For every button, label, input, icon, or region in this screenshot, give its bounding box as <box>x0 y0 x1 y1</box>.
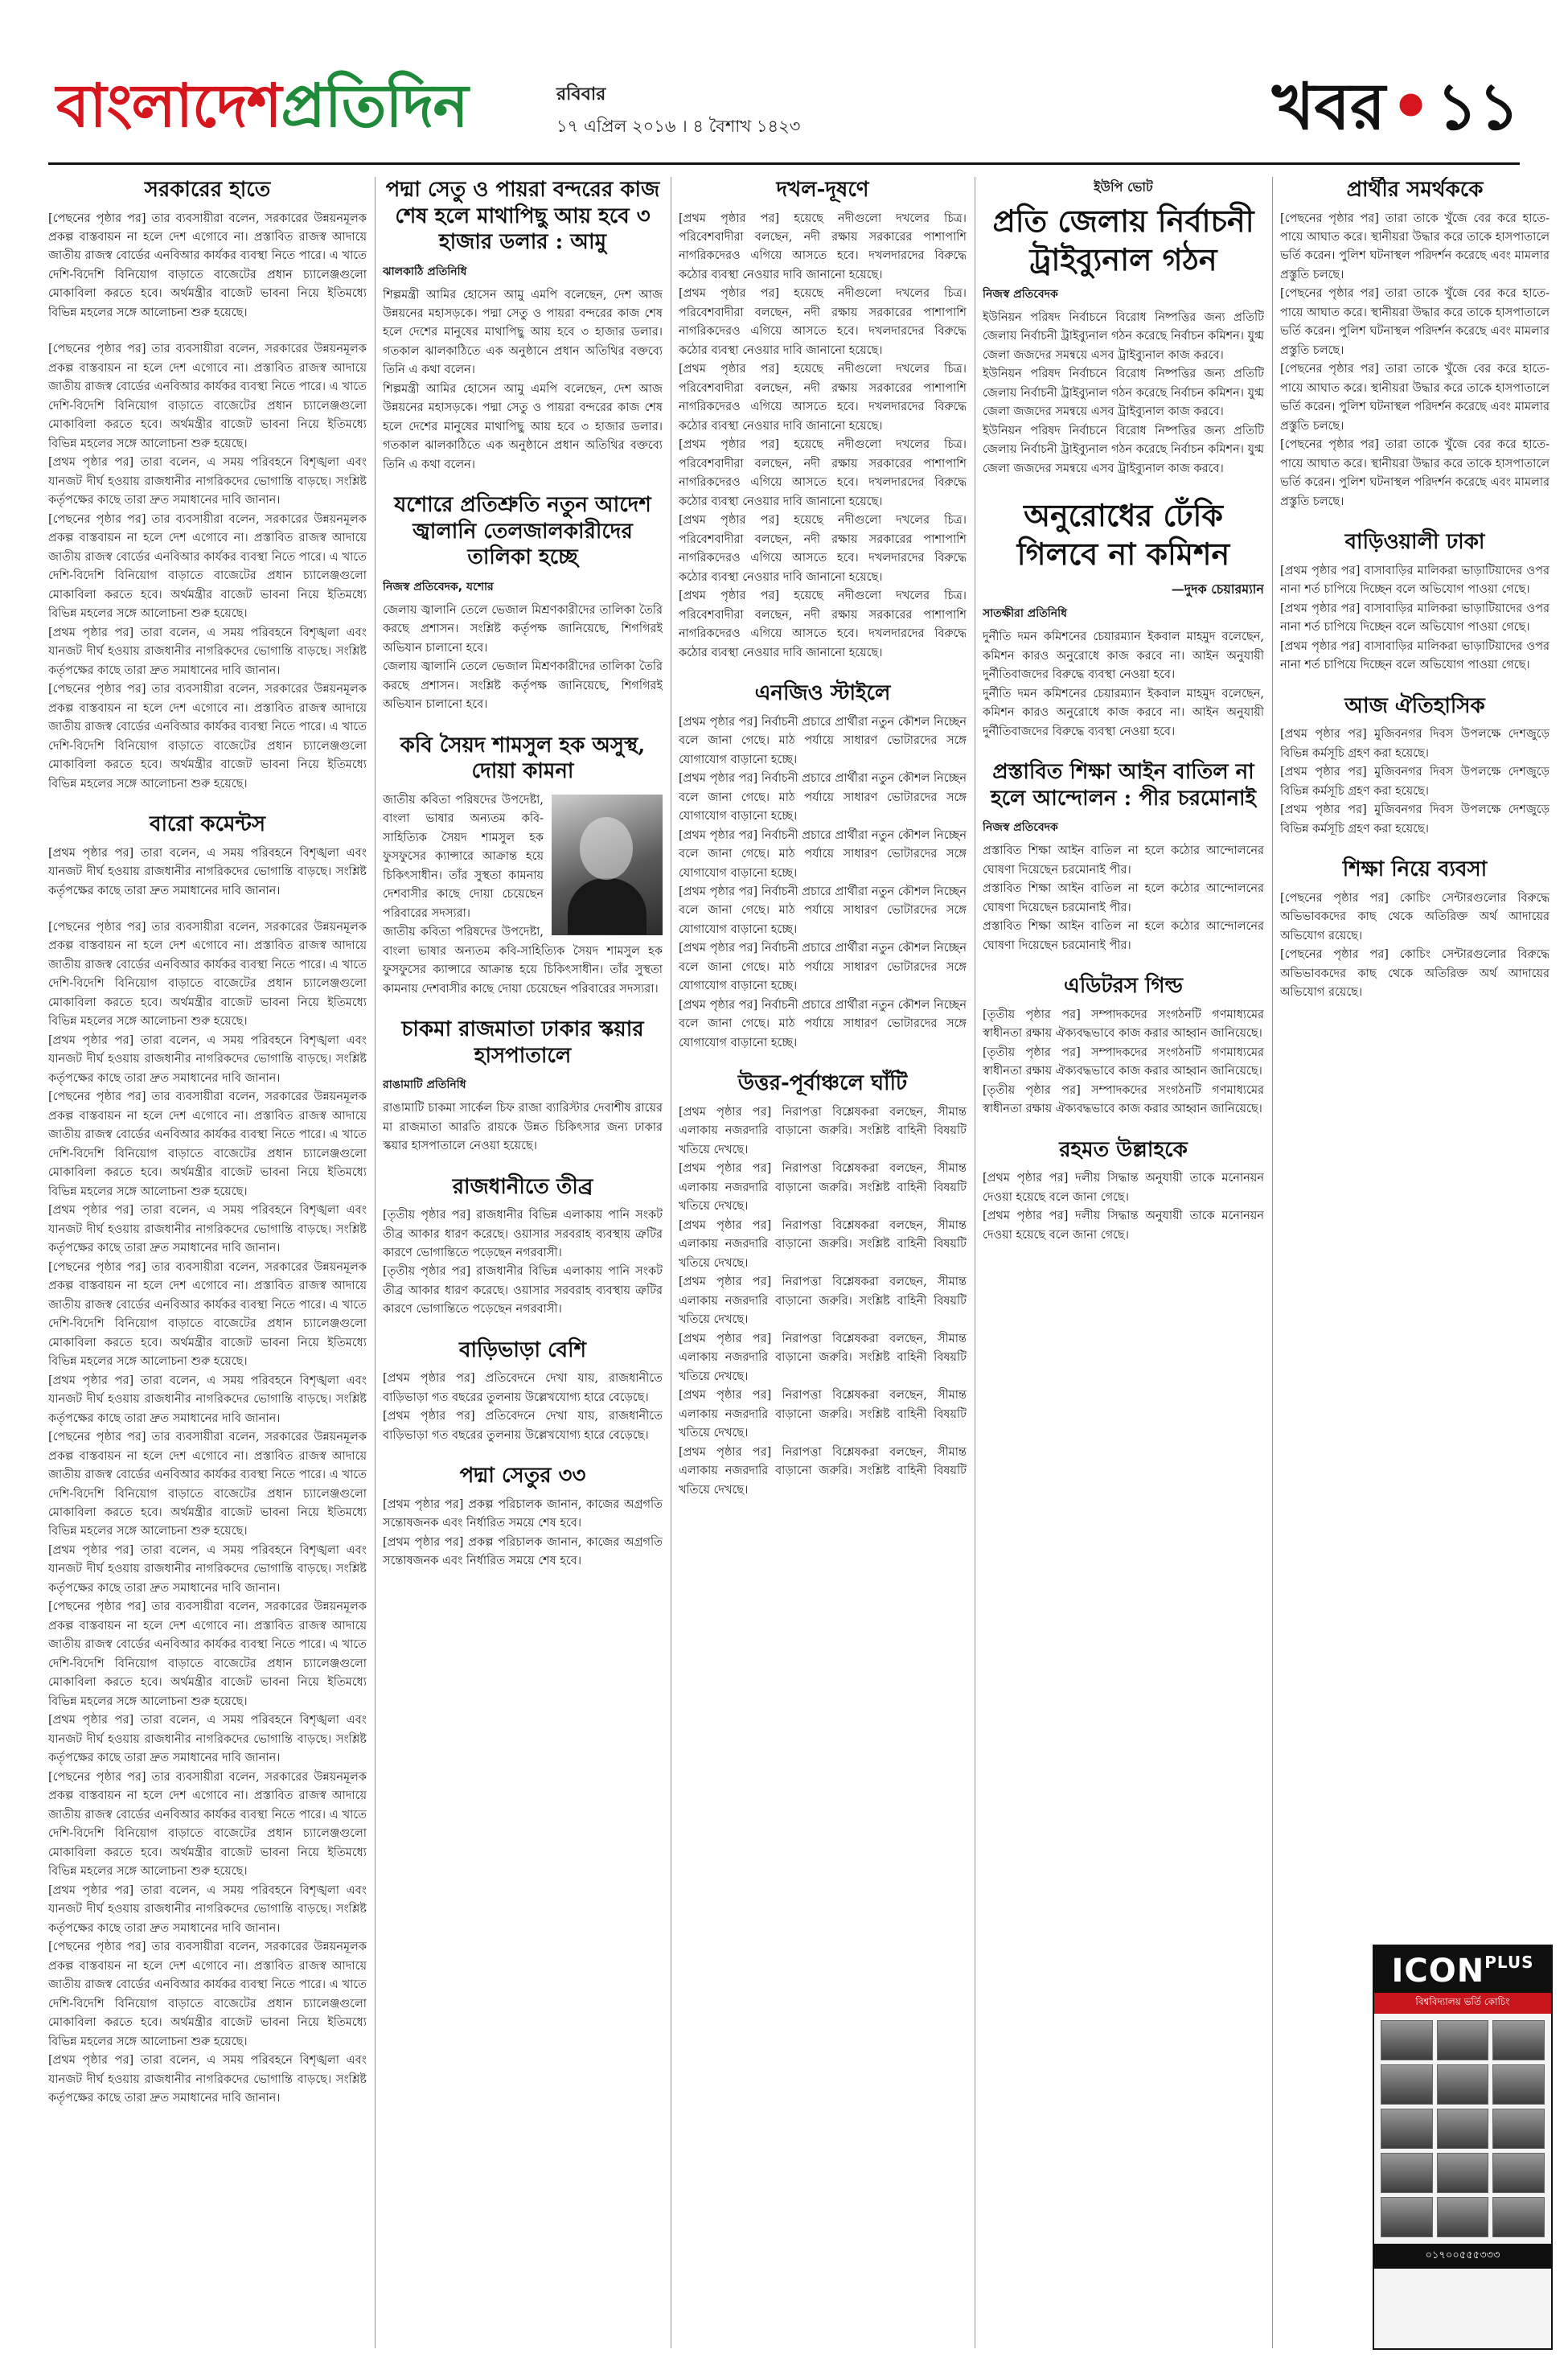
news-article[interactable] <box>679 680 967 1053</box>
article-body: [প্রথম পৃষ্ঠার পর] তারা বলেন, এ সময় পরিবহনে বিশৃঙ্খলা এবং যানজট দীর্ঘ হওয়ায় রাজধানীর নাগরিকদের ভোগান্তি বাড়ছে। সংশ্লিষ্ট কর্তৃপক্ষের কাছে তারা দ্রুত সমাধানের দাবি জানান। <box>48 846 367 897</box>
article-body: [প্রথম পৃষ্ঠার পর] তারা বলেন, এ সময় পরিবহনে বিশৃঙ্খলা এবং যানজট দীর্ঘ হওয়ায় রাজধানীর নাগরিকদের ভোগান্তি বাড়ছে। সংশ্লিষ্ট কর্তৃপক্ষের কাছে তারা দ্রুত সমাধানের দাবি জানান। <box>48 1204 367 1255</box>
article-byline: নিজস্ব প্রতিবেদক, যশোর <box>383 580 494 594</box>
article-body: দুর্নীতি দমন কমিশনের চেয়ারম্যান ইকবাল মাহমুদ বলেছেন, কমিশন কারও অনুরোধে কাজ করবে না। আইন অনুযায়ী দুর্নীতিবাজদের বিরুদ্ধে ব্যবস্থা নেওয়া হবে। <box>983 687 1264 738</box>
article-headline[interactable]: বাড়িভাড়া বেশি <box>459 1337 586 1362</box>
article-byline: সাতক্ষীরা প্রতিনিধি <box>983 607 1067 621</box>
article-body: দুর্নীতি দমন কমিশনের চেয়ারম্যান ইকবাল মাহমুদ বলেছেন, কমিশন কারও অনুরোধে কাজ করবে না। আইন অনুযায়ী দুর্নীতিবাজদের বিরুদ্ধে ব্যবস্থা নেওয়া হবে। <box>983 630 1264 682</box>
student-photo <box>1437 2020 1489 2060</box>
article-body: [প্রথম পৃষ্ঠার পর] নির্বাচনী প্রচারে প্রার্থীরা নতুন কৌশল নিচ্ছেন বলে জানা গেছে। মাঠ পর্যায়ে সাধারণ ভোটারদের সঙ্গে যোগাযোগ বাড়ানো হচ্ছে। <box>679 828 967 880</box>
article-body: [প্রথম পৃষ্ঠার পর] দলীয় সিদ্ধান্ত অনুযায়ী তাকে মনোনয়ন দেওয়া হয়েছে বলে জানা গেছে। <box>983 1172 1264 1204</box>
article-body: প্রস্তাবিত শিক্ষা আইন বাতিল না হলে কঠোর আন্দোলনের ঘোষণা দিয়েছেন চরমোনাই পীর। <box>983 882 1264 914</box>
ad-brand-name: ICON <box>1391 1953 1485 1990</box>
student-photo <box>1437 2197 1489 2237</box>
article-body: [প্রথম পৃষ্ঠার পর] নিরাপত্তা বিশ্লেষকরা বলছেন, সীমান্ত এলাকায় নজরদারি বাড়ানো জরুরি। সংশ্লিষ্ট বাহিনী বিষয়টি খতিয়ে দেখছে। <box>679 1105 967 1156</box>
article-headline[interactable]: রাজধানীতে তীব্র <box>452 1174 593 1199</box>
news-article[interactable] <box>1280 177 1550 511</box>
article-body: [প্রথম পৃষ্ঠার পর] নিরাপত্তা বিশ্লেষকরা বলছেন, সীমান্ত এলাকায় নজরদারি বাড়ানো জরুরি। সংশ্লিষ্ট বাহিনী বিষয়টি খতিয়ে দেখছে। <box>679 1162 967 1214</box>
article-headline[interactable]: এনজিও স্টাইলে <box>754 681 891 706</box>
article-headline[interactable]: যশোরে প্রতিশ্রুতি নতুন আদেশ জ্বালানি তেলজালকারীদের তালিকা হচ্ছে <box>394 493 651 570</box>
article-body: [তৃতীয় পৃষ্ঠার পর] রাজধানীর বিভিন্ন এলাকায় পানি সংকট তীব্র আকার ধারণ করেছে। ওয়াসার সরবরাহ ব্যবস্থায় ত্রুটির কারণে ভোগান্তিতে পড়েছেন নগরবাসী। <box>383 1265 663 1316</box>
article-body: [পেছনের পৃষ্ঠার পর] তারা তাকে খুঁজে বের করে হাতে-পায়ে আঘাত করে। স্থানীয়রা উদ্ধার করে তাকে হাসপাতালে ভর্তি করেন। পুলিশ ঘটনাস্থল পরিদর্শন করেছে এবং মামলার প্রস্তুতি চলছে। <box>1280 212 1550 281</box>
article-body: শিল্পমন্ত্রী আমির হোসেন আমু এমপি বলেছেন, দেশ আজ উন্নয়নের মহাসড়কে। পদ্মা সেতু ও পায়রা বন্দরের কাজ শেষ হলে দেশের মানুষের মাথাপিছু আয় হবে ৩ হাজার ডলার। গতকাল ঝালকাঠিতে এক অনুষ্ঠানে প্রধান অতিথির বক্তব্যে তিনি এ কথা বলেন। <box>383 382 663 471</box>
article-body: [প্রথম পৃষ্ঠার পর] প্রতিবেদনে দেখা যায়, রাজধানীতে বাড়িভাড়া গত বছরের তুলনায় উল্লেখযোগ্য হারে বেড়েছে। <box>383 1372 663 1404</box>
news-article[interactable] <box>1280 693 1550 839</box>
news-article[interactable] <box>383 1337 663 1445</box>
article-byline: নিজস্ব প্রতিবেদক <box>983 821 1058 835</box>
column-divider <box>1272 177 1273 2348</box>
ad-phone-number: ০১৭০০৫৫৫৩৩৩ <box>1374 2244 1551 2269</box>
article-body: [পেছনের পৃষ্ঠার পর] কোচিং সেন্টারগুলোর বিরুদ্ধে অভিভাবকদের কাছ থেকে অতিরিক্ত অর্থ আদায়ের অভিযোগ রয়েছে। <box>1280 948 1550 999</box>
logo-part2: প্রতিদিন <box>281 72 468 141</box>
news-article[interactable] <box>983 759 1264 955</box>
article-body: [তৃতীয় পৃষ্ঠার পর] সম্পাদকদের সংগঠনটি গণমাধ্যমের স্বাধীনতা রক্ষায় ঐক্যবদ্ধভাবে কাজ করার আহ্বান জানিয়েছে। <box>983 1008 1264 1041</box>
article-body: [প্রথম পৃষ্ঠার পর] হয়েছে নদীগুলো দখলের চিত্র। পরিবেশবাদীরা বলছেন, নদী রক্ষায় সরকারের পাশাপাশি নাগরিকদেরও এগিয়ে আসতে হবে। দখলদারদের বিরুদ্ধে কঠোর ব্যবস্থা নেওয়ার দাবি জানানো হয়েছে। <box>679 438 967 508</box>
article-headline[interactable]: শিক্ষা নিয়ে ব্যবসা <box>1342 857 1488 882</box>
weekday: রবিবার <box>556 84 606 105</box>
article-body: [প্রথম পৃষ্ঠার পর] নির্বাচনী প্রচারে প্রার্থীরা নতুন কৌশল নিচ্ছেন বলে জানা গেছে। মাঠ পর্যায়ে সাধারণ ভোটারদের সঙ্গে যোগাযোগ বাড়ানো হচ্ছে। <box>679 715 967 766</box>
article-body: [প্রথম পৃষ্ঠার পর] তারা বলেন, এ সময় পরিবহনে বিশৃঙ্খলা এবং যানজট দীর্ঘ হওয়ায় রাজধানীর নাগরিকদের ভোগান্তি বাড়ছে। সংশ্লিষ্ট কর্তৃপক্ষের কাছে তারা দ্রুত সমাধানের দাবি জানান। <box>48 1543 367 1595</box>
article-headline[interactable]: সরকারের হাতে <box>144 178 271 202</box>
article-body: [প্রথম পৃষ্ঠার পর] হয়েছে নদীগুলো দখলের চিত্র। পরিবেশবাদীরা বলছেন, নদী রক্ষায় সরকারের পাশাপাশি নাগরিকদেরও এগিয়ে আসতে হবে। দখলদারদের বিরুদ্ধে কঠোর ব্যবস্থা নেওয়ার দাবি জানানো হয়েছে। <box>679 287 967 357</box>
article-body: [প্রথম পৃষ্ঠার পর] তারা বলেন, এ সময় পরিবহনে বিশৃঙ্খলা এবং যানজট দীর্ঘ হওয়ায় রাজধানীর নাগরিকদের ভোগান্তি বাড়ছে। সংশ্লিষ্ট কর্তৃপক্ষের কাছে তারা দ্রুত সমাধানের দাবি জানান। <box>48 2054 367 2105</box>
student-photo <box>1492 2109 1545 2149</box>
article-body: [প্রথম পৃষ্ঠার পর] নির্বাচনী প্রচারে প্রার্থীরা নতুন কৌশল নিচ্ছেন বলে জানা গেছে। মাঠ পর্যায়ে সাধারণ ভোটারদের সঙ্গে যোগাযোগ বাড়ানো হচ্ছে। <box>679 942 967 993</box>
news-article[interactable] <box>983 973 1264 1119</box>
article-continuation <box>48 340 367 794</box>
ad-photo-grid <box>1374 2014 1551 2241</box>
issue-date: ১৭ এপ্রিল ২০১৬ । ৪ বৈশাখ ১৪২৩ <box>556 117 801 136</box>
article-body: [প্রথম পৃষ্ঠার পর] হয়েছে নদীগুলো দখলের চিত্র। পরিবেশবাদীরা বলছেন, নদী রক্ষায় সরকারের পাশাপাশি নাগরিকদেরও এগিয়ে আসতে হবে। দখলদারদের বিরুদ্ধে কঠোর ব্যবস্থা নেওয়ার দাবি জানানো হয়েছে। <box>679 212 967 281</box>
advertisement[interactable] <box>1373 1945 1553 2350</box>
article-body: [প্রথম পৃষ্ঠার পর] হয়েছে নদীগুলো দখলের চিত্র। পরিবেশবাদীরা বলছেন, নদী রক্ষায় সরকারের পাশাপাশি নাগরিকদেরও এগিয়ে আসতে হবে। দখলদারদের বিরুদ্ধে কঠোর ব্যবস্থা নেওয়ার দাবি জানানো হয়েছে। <box>679 363 967 433</box>
article-body: [পেছনের পৃষ্ঠার পর] তারা তাকে খুঁজে বের করে হাতে-পায়ে আঘাত করে। স্থানীয়রা উদ্ধার করে তাকে হাসপাতালে ভর্তি করেন। পুলিশ ঘটনাস্থল পরিদর্শন করেছে এবং মামলার প্রস্তুতি চলছে। <box>1280 363 1550 433</box>
bullet-dot-icon: • <box>1390 68 1432 144</box>
article-headline[interactable]: আজ ঐতিহাসিক <box>1344 693 1485 718</box>
article-body: [প্রথম পৃষ্ঠার পর] হয়েছে নদীগুলো দখলের চিত্র। পরিবেশবাদীরা বলছেন, নদী রক্ষায় সরকারের পাশাপাশি নাগরিকদেরও এগিয়ে আসতে হবে। দখলদারদের বিরুদ্ধে কঠোর ব্যবস্থা নেওয়ার দাবি জানানো হয়েছে। <box>679 589 967 659</box>
news-article[interactable] <box>983 496 1264 741</box>
news-article[interactable] <box>983 177 1264 478</box>
article-byline: ঝালকাঠি প্রতিনিধি <box>383 265 467 278</box>
ad-tagline: বিশ্ববিদ্যালয় ভর্তি কোচিং <box>1374 1993 1551 2014</box>
article-body: [প্রথম পৃষ্ঠার পর] তারা বলেন, এ সময় পরিবহনে বিশৃঙ্খলা এবং যানজট দীর্ঘ হওয়ায় রাজধানীর নাগরিকদের ভোগান্তি বাড়ছে। সংশ্লিষ্ট কর্তৃপক্ষের কাছে তারা দ্রুত সমাধানের দাবি জানান। <box>48 1714 367 1765</box>
article-body: [পেছনের পৃষ্ঠার পর] তারা তাকে খুঁজে বের করে হাতে-পায়ে আঘাত করে। স্থানীয়রা উদ্ধার করে তাকে হাসপাতালে ভর্তি করেন। পুলিশ ঘটনাস্থল পরিদর্শন করেছে এবং মামলার প্রস্তুতি চলছে। <box>1280 287 1550 357</box>
article-body: [পেছনের পৃষ্ঠার পর] তারা তাকে খুঁজে বের করে হাতে-পায়ে আঘাত করে। স্থানীয়রা উদ্ধার করে তাকে হাসপাতালে ভর্তি করেন। পুলিশ ঘটনাস্থল পরিদর্শন করেছে এবং মামলার প্রস্তুতি চলছে। <box>1280 438 1550 508</box>
column-5 <box>1280 177 1550 1938</box>
article-body: [প্রথম পৃষ্ঠার পর] নির্বাচনী প্রচারে প্রার্থীরা নতুন কৌশল নিচ্ছেন বলে জানা গেছে। মাঠ পর্যায়ে সাধারণ ভোটারদের সঙ্গে যোগাযোগ বাড়ানো হচ্ছে। <box>679 772 967 824</box>
article-body: [প্রথম পৃষ্ঠার পর] তারা বলেন, এ সময় পরিবহনে বিশৃঙ্খলা এবং যানজট দীর্ঘ হওয়ায় রাজধানীর নাগরিকদের ভোগান্তি বাড়ছে। সংশ্লিষ্ট কর্তৃপক্ষের কাছে তারা দ্রুত সমাধানের দাবি জানান। <box>48 1374 367 1425</box>
article-kicker: ইউপি ভোট <box>1094 179 1153 195</box>
article-headline[interactable]: কবি সৈয়দ শামসুল হক অসুস্থ, দোয়া কামনা <box>400 733 646 784</box>
student-photo <box>1381 2109 1433 2149</box>
student-photo <box>1381 2153 1433 2193</box>
article-headline[interactable]: বাড়িওয়ালী ঢাকা <box>1344 530 1485 555</box>
news-article[interactable] <box>383 733 663 999</box>
article-body: [পেছনের পৃষ্ঠার পর] কোচিং সেন্টারগুলোর বিরুদ্ধে অভিভাবকদের কাছ থেকে অতিরিক্ত অর্থ আদায়ের অভিযোগ রয়েছে। <box>1280 891 1550 943</box>
article-body: [পেছনের পৃষ্ঠার পর] তার ব্যবসায়ীরা বলেন, সরকারের উন্নয়নমূলক প্রকল্প বাস্তবায়ন না হলে দেশ এগোবে না। প্রস্তাবিত রাজস্ব আদায়ে জাতীয় রাজস্ব বোর্ডের এনবিআর কার্যকর ব্যবস্থা নিতে পারে। এ খাতে দেশি-বিদেশি বিনিয়োগ বাড়াতে বাজেটের প্রধান চ্যালেঞ্জগুলো মোকাবিলা করতে হবে। অর্থমন্ত্রীর বাজেট ভাবনা নিয়ে ইতিমধ্যে বিভিন্ন মহলের সঙ্গে আলোচনা শুরু হয়েছে। <box>48 1431 367 1538</box>
news-article[interactable] <box>383 1017 663 1156</box>
article-headline[interactable]: পদ্মা সেতু ও পায়রা বন্দরের কাজ শেষ হলে মাথাপিছু আয় হবে ৩ হাজার ডলার : আমু <box>385 178 660 254</box>
student-photo <box>1437 2109 1489 2149</box>
column-divider <box>375 177 376 2348</box>
article-body: [প্রথম পৃষ্ঠার পর] নিরাপত্তা বিশ্লেষকরা বলছেন, সীমান্ত এলাকায় নজরদারি বাড়ানো জরুরি। সংশ্লিষ্ট বাহিনী বিষয়টি খতিয়ে দেখছে। <box>679 1445 967 1497</box>
article-body: শিল্পমন্ত্রী আমির হোসেন আমু এমপি বলেছেন, দেশ আজ উন্নয়নের মহাসড়কে। পদ্মা সেতু ও পায়রা বন্দরের কাজ শেষ হলে দেশের মানুষের মাথাপিছু আয় হবে ৩ হাজার ডলার। গতকাল ঝালকাঠিতে এক অনুষ্ঠানে প্রধান অতিথির বক্তব্যে তিনি এ কথা বলেন। <box>383 288 663 377</box>
article-byline: রাঙামাটি প্রতিনিধি <box>383 1078 466 1092</box>
article-body: [প্রথম পৃষ্ঠার পর] নির্বাচনী প্রচারে প্রার্থীরা নতুন কৌশল নিচ্ছেন বলে জানা গেছে। মাঠ পর্যায়ে সাধারণ ভোটারদের সঙ্গে যোগাযোগ বাড়ানো হচ্ছে। <box>679 885 967 936</box>
article-body: [পেছনের পৃষ্ঠার পর] তার ব্যবসায়ীরা বলেন, সরকারের উন্নয়নমূলক প্রকল্প বাস্তবায়ন না হলে দেশ এগোবে না। প্রস্তাবিত রাজস্ব আদায়ে জাতীয় রাজস্ব বোর্ডের এনবিআর কার্যকর ব্যবস্থা নিতে পারে। এ খাতে দেশি-বিদেশি বিনিয়োগ বাড়াতে বাজেটের প্রধান চ্যালেঞ্জগুলো মোকাবিলা করতে হবে। অর্থমন্ত্রীর বাজেট ভাবনা নিয়ে ইতিমধ্যে বিভিন্ন মহলের সঙ্গে আলোচনা শুরু হয়েছে। <box>48 1941 367 2048</box>
ad-brand <box>1374 1946 1551 1993</box>
article-body: [প্রথম পৃষ্ঠার পর] নির্বাচনী প্রচারে প্রার্থীরা নতুন কৌশল নিচ্ছেন বলে জানা গেছে। মাঠ পর্যায়ে সাধারণ ভোটারদের সঙ্গে যোগাযোগ বাড়ানো হচ্ছে। <box>679 998 967 1049</box>
article-headline[interactable]: চাকমা রাজমাতা ঢাকার স্কয়ার হাসপাতালে <box>401 1017 644 1068</box>
article-body: [প্রথম পৃষ্ঠার পর] তারা বলেন, এ সময় পরিবহনে বিশৃঙ্খলা এবং যানজট দীর্ঘ হওয়ায় রাজধানীর নাগরিকদের ভোগান্তি বাড়ছে। সংশ্লিষ্ট কর্তৃপক্ষের কাছে তারা দ্রুত সমাধানের দাবি জানান। <box>48 456 367 507</box>
article-body: [প্রথম পৃষ্ঠার পর] বাসাবাড়ির মালিকরা ভাড়াটিয়াদের ওপর নানা শর্ত চাপিয়ে দিচ্ছেন বলে অভিযোগ পাওয়া গেছে। <box>1280 639 1550 672</box>
student-photo <box>1437 2153 1489 2193</box>
column-2 <box>383 177 663 2348</box>
student-photo <box>1492 2020 1545 2060</box>
article-headline[interactable]: প্রার্থীর সমর্থককে <box>1346 178 1484 202</box>
article-body: [পেছনের পৃষ্ঠার পর] তার ব্যবসায়ীরা বলেন, সরকারের উন্নয়নমূলক প্রকল্প বাস্তবায়ন না হলে দেশ এগোবে না। প্রস্তাবিত রাজস্ব আদায়ে জাতীয় রাজস্ব বোর্ডের এনবিআর কার্যকর ব্যবস্থা নিতে পারে। এ খাতে দেশি-বিদেশি বিনিয়োগ বাড়াতে বাজেটের প্রধান চ্যালেঞ্জগুলো মোকাবিলা করতে হবে। অর্থমন্ত্রীর বাজেট ভাবনা নিয়ে ইতিমধ্যে বিভিন্ন মহলের সঙ্গে আলোচনা শুরু হয়েছে। <box>48 343 367 450</box>
article-body: [প্রথম পৃষ্ঠার পর] মুজিবনগর দিবস উপলক্ষে দেশজুড়ে বিভিন্ন কর্মসূচি গ্রহণ করা হয়েছে। <box>1280 803 1550 836</box>
article-body: [প্রথম পৃষ্ঠার পর] প্রকল্প পরিচালক জানান, কাজের অগ্রগতি সন্তোষজনক এবং নির্ধারিত সময়ে শেষ হবে। <box>383 1497 663 1530</box>
student-photo <box>1492 2064 1545 2105</box>
news-article[interactable] <box>1280 529 1550 675</box>
article-headline[interactable]: রহমত উল্লাহকে <box>1059 1137 1188 1162</box>
author-photo <box>552 795 663 935</box>
article-body: রাঙামাটি চাকমা সার্কেল চিফ রাজা ব্যারিস্টার দেবাশীষ রায়ের মা রাজমাতা আরতি রায়কে উন্নত চিকিৎসার জন্য ঢাকার স্কয়ার হাসপাতালে নেওয়া হয়েছে। <box>383 1102 663 1153</box>
article-body: জেলায় জ্বালানি তেলে ভেজাল মিশ্রণকারীদের তালিকা তৈরি করছে প্রশাসন। সংশ্লিষ্ট কর্তৃপক্ষ জানিয়েছে, শিগগিরই অভিযান চালানো হবে। <box>383 603 663 655</box>
article-body: প্রস্তাবিত শিক্ষা আইন বাতিল না হলে কঠোর আন্দোলনের ঘোষণা দিয়েছেন চরমোনাই পীর। <box>983 844 1264 877</box>
masthead-rule <box>48 162 1520 165</box>
article-body: [তৃতীয় পৃষ্ঠার পর] সম্পাদকদের সংগঠনটি গণমাধ্যমের স্বাধীনতা রক্ষায় ঐক্যবদ্ধভাবে কাজ করার আহ্বান জানিয়েছে। <box>983 1083 1264 1116</box>
newspaper-logo[interactable] <box>56 72 468 141</box>
article-body: [প্রথম পৃষ্ঠার পর] দলীয় সিদ্ধান্ত অনুযায়ী তাকে মনোনয়ন দেওয়া হয়েছে বলে জানা গেছে। <box>983 1210 1264 1242</box>
article-body: [প্রথম পৃষ্ঠার পর] নিরাপত্তা বিশ্লেষকরা বলছেন, সীমান্ত এলাকায় নজরদারি বাড়ানো জরুরি। সংশ্লিষ্ট বাহিনী বিষয়টি খতিয়ে দেখছে। <box>679 1332 967 1383</box>
article-headline[interactable]: পদ্মা সেতুর ৩৩ <box>459 1464 586 1489</box>
article-body: [প্রথম পৃষ্ঠার পর] নিরাপত্তা বিশ্লেষকরা বলছেন, সীমান্ত এলাকায় নজরদারি বাড়ানো জরুরি। সংশ্লিষ্ট বাহিনী বিষয়টি খতিয়ে দেখছে। <box>679 1218 967 1270</box>
column-1 <box>48 177 367 2348</box>
article-body: ইউনিয়ন পরিষদ নির্বাচনে বিরোধ নিষ্পত্তির জন্য প্রতিটি জেলায় নির্বাচনী ট্রাইব্যুনাল গঠন করেছে নির্বাচন কমিশন। যুগ্ম জেলা জজদের সমন্বয়ে এসব ট্রাইব্যুনাল কাজ করবে। <box>983 424 1264 475</box>
article-headline[interactable]: অনুরোধের ঢেঁকি গিলবে না কমিশন <box>1016 497 1230 572</box>
article-body: [তৃতীয় পৃষ্ঠার পর] রাজধানীর বিভিন্ন এলাকায় পানি সংকট তীব্র আকার ধারণ করেছে। ওয়াসার সরবরাহ ব্যবস্থায় ত্রুটির কারণে ভোগান্তিতে পড়েছেন নগরবাসী। <box>383 1209 663 1259</box>
masthead <box>0 0 1568 169</box>
news-article[interactable] <box>48 811 367 901</box>
section-header <box>1271 68 1520 144</box>
article-headline[interactable]: এডিটরস গিল্ড <box>1064 974 1183 999</box>
column-3 <box>679 177 967 2348</box>
article-continuation <box>48 918 367 2109</box>
student-photo <box>1381 2064 1433 2105</box>
page-number: ১১ <box>1436 68 1520 144</box>
article-headline[interactable]: উত্তর-পূর্বাঞ্চলে ঘাঁটি <box>737 1071 908 1096</box>
article-body: [প্রথম পৃষ্ঠার পর] মুজিবনগর দিবস উপলক্ষে দেশজুড়ে বিভিন্ন কর্মসূচি গ্রহণ করা হয়েছে। <box>1280 766 1550 798</box>
article-headline[interactable]: প্রতি জেলায় নির্বাচনী ট্রাইব্যুনাল গঠন <box>992 203 1254 277</box>
column-4 <box>983 177 1264 2348</box>
section-name: খবর <box>1271 68 1386 144</box>
news-article[interactable] <box>1280 856 1550 1002</box>
article-body: জাতীয় কবিতা পরিষদের উপদেষ্টা, বাংলা ভাষার অন্যতম কবি-সাহিত্যিক সৈয়দ শামসুল হক ফুসফুসের ক্যান্সারে আক্রান্ত হয়ে চিকিৎসাধীন। তাঁর সুস্থতা কামনায় দেশবাসীর কাছে দোয়া চেয়েছেন পরিবারের সদস্যরা। <box>383 793 544 920</box>
news-article[interactable] <box>383 1463 663 1571</box>
student-photo <box>1381 2197 1433 2237</box>
dateline <box>556 80 800 142</box>
article-body: [প্রথম পৃষ্ঠার পর] তারা বলেন, এ সময় পরিবহনে বিশৃঙ্খলা এবং যানজট দীর্ঘ হওয়ায় রাজধানীর নাগরিকদের ভোগান্তি বাড়ছে। সংশ্লিষ্ট কর্তৃপক্ষের কাছে তারা দ্রুত সমাধানের দাবি জানান। <box>48 1883 367 1935</box>
article-body: [প্রথম পৃষ্ঠার পর] মুজিবনগর দিবস উপলক্ষে দেশজুড়ে বিভিন্ন কর্মসূচি গ্রহণ করা হয়েছে। <box>1280 728 1550 760</box>
student-photo <box>1492 2197 1545 2237</box>
article-body: জাতীয় কবিতা পরিষদের উপদেষ্টা, বাংলা ভাষার অন্যতম কবি-সাহিত্যিক সৈয়দ শামসুল হক ফুসফুসের ক্যান্সারে আক্রান্ত হয়ে চিকিৎসাধীন। তাঁর সুস্থতা কামনায় দেশবাসীর কাছে দোয়া চেয়েছেন পরিবারের সদস্যরা। <box>383 926 663 996</box>
article-body: [পেছনের পৃষ্ঠার পর] তার ব্যবসায়ীরা বলেন, সরকারের উন্নয়নমূলক প্রকল্প বাস্তবায়ন না হলে দেশ এগোবে না। প্রস্তাবিত রাজস্ব আদায়ে জাতীয় রাজস্ব বোর্ডের এনবিআর কার্যকর ব্যবস্থা নিতে পারে। এ খাতে দেশি-বিদেশি বিনিয়োগ বাড়াতে বাজেটের প্রধান চ্যালেঞ্জগুলো মোকাবিলা করতে হবে। অর্থমন্ত্রীর বাজেট ভাবনা নিয়ে ইতিমধ্যে বিভিন্ন মহলের সঙ্গে আলোচনা শুরু হয়েছে। <box>48 1600 367 1708</box>
article-body: [পেছনের পৃষ্ঠার পর] তার ব্যবসায়ীরা বলেন, সরকারের উন্নয়নমূলক প্রকল্প বাস্তবায়ন না হলে দেশ এগোবে না। প্রস্তাবিত রাজস্ব আদায়ে জাতীয় রাজস্ব বোর্ডের এনবিআর কার্যকর ব্যবস্থা নিতে পারে। এ খাতে দেশি-বিদেশি বিনিয়োগ বাড়াতে বাজেটের প্রধান চ্যালেঞ্জগুলো মোকাবিলা করতে হবে। অর্থমন্ত্রীর বাজেট ভাবনা নিয়ে ইতিমধ্যে বিভিন্ন মহলের সঙ্গে আলোচনা শুরু হয়েছে। <box>48 1090 367 1198</box>
student-photo <box>1437 2064 1489 2105</box>
news-article[interactable] <box>48 177 367 322</box>
news-article[interactable] <box>383 1174 663 1320</box>
news-article[interactable] <box>983 1137 1264 1245</box>
article-body: [প্রথম পৃষ্ঠার পর] হয়েছে নদীগুলো দখলের চিত্র। পরিবেশবাদীরা বলছেন, নদী রক্ষায় সরকারের পাশাপাশি নাগরিকদেরও এগিয়ে আসতে হবে। দখলদারদের বিরুদ্ধে কঠোর ব্যবস্থা নেওয়ার দাবি জানানো হয়েছে। <box>679 514 967 584</box>
article-body: [প্রথম পৃষ্ঠার পর] তারা বলেন, এ সময় পরিবহনে বিশৃঙ্খলা এবং যানজট দীর্ঘ হওয়ায় রাজধানীর নাগরিকদের ভোগান্তি বাড়ছে। সংশ্লিষ্ট কর্তৃপক্ষের কাছে তারা দ্রুত সমাধানের দাবি জানান। <box>48 626 367 677</box>
news-article[interactable] <box>679 1070 967 1500</box>
ad-brand-plus: PLUS <box>1484 1953 1534 1972</box>
article-body: [প্রথম পৃষ্ঠার পর] নিরাপত্তা বিশ্লেষকরা বলছেন, সীমান্ত এলাকায় নজরদারি বাড়ানো জরুরি। সংশ্লিষ্ট বাহিনী বিষয়টি খতিয়ে দেখছে। <box>679 1389 967 1440</box>
article-body: [প্রথম পৃষ্ঠার পর] প্রকল্প পরিচালক জানান, কাজের অগ্রগতি সন্তোষজনক এবং নির্ধারিত সময়ে শেষ হবে। <box>383 1535 663 1568</box>
article-body: ইউনিয়ন পরিষদ নির্বাচনে বিরোধ নিষ্পত্তির জন্য প্রতিটি জেলায় নির্বাচনী ট্রাইব্যুনাল গঠন করেছে নির্বাচন কমিশন। যুগ্ম জেলা জজদের সমন্বয়ে এসব ট্রাইব্যুনাল কাজ করবে। <box>983 368 1264 419</box>
article-headline[interactable]: প্রস্তাবিত শিক্ষা আইন বাতিল না হলে আন্দোলন : পীর চরমোনাই <box>990 760 1257 811</box>
article-body: ইউনিয়ন পরিষদ নির্বাচনে বিরোধ নিষ্পত্তির জন্য প্রতিটি জেলায় নির্বাচনী ট্রাইব্যুনাল গঠন করেছে নির্বাচন কমিশন। যুগ্ম জেলা জজদের সমন্বয়ে এসব ট্রাইব্যুনাল কাজ করবে। <box>983 311 1264 362</box>
article-body: [তৃতীয় পৃষ্ঠার পর] সম্পাদকদের সংগঠনটি গণমাধ্যমের স্বাধীনতা রক্ষায় ঐক্যবদ্ধভাবে কাজ করার আহ্বান জানিয়েছে। <box>983 1045 1264 1078</box>
article-body: [পেছনের পৃষ্ঠার পর] তার ব্যবসায়ীরা বলেন, সরকারের উন্নয়নমূলক প্রকল্প বাস্তবায়ন না হলে দেশ এগোবে না। প্রস্তাবিত রাজস্ব আদায়ে জাতীয় রাজস্ব বোর্ডের এনবিআর কার্যকর ব্যবস্থা নিতে পারে। এ খাতে দেশি-বিদেশি বিনিয়োগ বাড়াতে বাজেটের প্রধান চ্যালেঞ্জগুলো মোকাবিলা করতে হবে। অর্থমন্ত্রীর বাজেট ভাবনা নিয়ে ইতিমধ্যে বিভিন্ন মহলের সঙ্গে আলোচনা শুরু হয়েছে। <box>48 683 367 791</box>
news-article[interactable] <box>679 177 967 663</box>
logo-part1: বাংলাদেশ <box>56 72 281 141</box>
article-body: [প্রথম পৃষ্ঠার পর] বাসাবাড়ির মালিকরা ভাড়াটিয়াদের ওপর নানা শর্ত চাপিয়ে দিচ্ছেন বলে অভিযোগ পাওয়া গেছে। <box>1280 564 1550 597</box>
article-headline[interactable]: বারো কমেন্টস <box>149 812 266 837</box>
article-body: প্রস্তাবিত শিক্ষা আইন বাতিল না হলে কঠোর আন্দোলনের ঘোষণা দিয়েছেন চরমোনাই পীর। <box>983 920 1264 952</box>
article-headline[interactable]: দখল-দূষণে <box>776 178 869 202</box>
article-byline: নিজস্ব প্রতিবেদক <box>983 288 1058 301</box>
student-photo <box>1381 2020 1433 2060</box>
article-body: [প্রথম পৃষ্ঠার পর] বাসাবাড়ির মালিকরা ভাড়াটিয়াদের ওপর নানা শর্ত চাপিয়ে দিচ্ছেন বলে অভিযোগ পাওয়া গেছে। <box>1280 602 1550 635</box>
news-article[interactable] <box>383 492 663 714</box>
article-body: জেলায় জ্বালানি তেলে ভেজাল মিশ্রণকারীদের তালিকা তৈরি করছে প্রশাসন। সংশ্লিষ্ট কর্তৃপক্ষ জানিয়েছে, শিগগিরই অভিযান চালানো হবে। <box>383 660 663 712</box>
article-body: [পেছনের পৃষ্ঠার পর] তার ব্যবসায়ীরা বলেন, সরকারের উন্নয়নমূলক প্রকল্প বাস্তবায়ন না হলে দেশ এগোবে না। প্রস্তাবিত রাজস্ব আদায়ে জাতীয় রাজস্ব বোর্ডের এনবিআর কার্যকর ব্যবস্থা নিতে পারে। এ খাতে দেশি-বিদেশি বিনিয়োগ বাড়াতে বাজেটের প্রধান চ্যালেঞ্জগুলো মোকাবিলা করতে হবে। অর্থমন্ত্রীর বাজেট ভাবনা নিয়ে ইতিমধ্যে বিভিন্ন মহলের সঙ্গে আলোচনা শুরু হয়েছে। <box>48 212 367 319</box>
news-article[interactable] <box>383 177 663 474</box>
article-body: [পেছনের পৃষ্ঠার পর] তার ব্যবসায়ীরা বলেন, সরকারের উন্নয়নমূলক প্রকল্প বাস্তবায়ন না হলে দেশ এগোবে না। প্রস্তাবিত রাজস্ব আদায়ে জাতীয় রাজস্ব বোর্ডের এনবিআর কার্যকর ব্যবস্থা নিতে পারে। এ খাতে দেশি-বিদেশি বিনিয়োগ বাড়াতে বাজেটের প্রধান চ্যালেঞ্জগুলো মোকাবিলা করতে হবে। অর্থমন্ত্রীর বাজেট ভাবনা নিয়ে ইতিমধ্যে বিভিন্ন মহলের সঙ্গে আলোচনা শুরু হয়েছে। <box>48 920 367 1029</box>
article-body: [প্রথম পৃষ্ঠার পর] প্রতিবেদনে দেখা যায়, রাজধানীতে বাড়িভাড়া গত বছরের তুলনায় উল্লেখযোগ্য হারে বেড়েছে। <box>383 1410 663 1442</box>
article-attribution: —দুদক চেয়ারম্যান <box>1171 581 1264 598</box>
article-body: [প্রথম পৃষ্ঠার পর] তারা বলেন, এ সময় পরিবহনে বিশৃঙ্খলা এবং যানজট দীর্ঘ হওয়ায় রাজধানীর নাগরিকদের ভোগান্তি বাড়ছে। সংশ্লিষ্ট কর্তৃপক্ষের কাছে তারা দ্রুত সমাধানের দাবি জানান। <box>48 1033 367 1085</box>
article-body: [পেছনের পৃষ্ঠার পর] তার ব্যবসায়ীরা বলেন, সরকারের উন্নয়নমূলক প্রকল্প বাস্তবায়ন না হলে দেশ এগোবে না। প্রস্তাবিত রাজস্ব আদায়ে জাতীয় রাজস্ব বোর্ডের এনবিআর কার্যকর ব্যবস্থা নিতে পারে। এ খাতে দেশি-বিদেশি বিনিয়োগ বাড়াতে বাজেটের প্রধান চ্যালেঞ্জগুলো মোকাবিলা করতে হবে। অর্থমন্ত্রীর বাজেট ভাবনা নিয়ে ইতিমধ্যে বিভিন্ন মহলের সঙ্গে আলোচনা শুরু হয়েছে। <box>48 1770 367 1879</box>
article-body: [প্রথম পৃষ্ঠার পর] নিরাপত্তা বিশ্লেষকরা বলছেন, সীমান্ত এলাকায় নজরদারি বাড়ানো জরুরি। সংশ্লিষ্ট বাহিনী বিষয়টি খতিয়ে দেখছে। <box>679 1275 967 1327</box>
student-photo <box>1492 2153 1545 2193</box>
article-body: [পেছনের পৃষ্ঠার পর] তার ব্যবসায়ীরা বলেন, সরকারের উন্নয়নমূলক প্রকল্প বাস্তবায়ন না হলে দেশ এগোবে না। প্রস্তাবিত রাজস্ব আদায়ে জাতীয় রাজস্ব বোর্ডের এনবিআর কার্যকর ব্যবস্থা নিতে পারে। এ খাতে দেশি-বিদেশি বিনিয়োগ বাড়াতে বাজেটের প্রধান চ্যালেঞ্জগুলো মোকাবিলা করতে হবে। অর্থমন্ত্রীর বাজেট ভাবনা নিয়ে ইতিমধ্যে বিভিন্ন মহলের সঙ্গে আলোচনা শুরু হয়েছে। <box>48 1260 367 1369</box>
article-body: [পেছনের পৃষ্ঠার পর] তার ব্যবসায়ীরা বলেন, সরকারের উন্নয়নমূলক প্রকল্প বাস্তবায়ন না হলে দেশ এগোবে না। প্রস্তাবিত রাজস্ব আদায়ে জাতীয় রাজস্ব বোর্ডের এনবিআর কার্যকর ব্যবস্থা নিতে পারে। এ খাতে দেশি-বিদেশি বিনিয়োগ বাড়াতে বাজেটের প্রধান চ্যালেঞ্জগুলো মোকাবিলা করতে হবে। অর্থমন্ত্রীর বাজেট ভাবনা নিয়ে ইতিমধ্যে বিভিন্ন মহলের সঙ্গে আলোচনা শুরু হয়েছে। <box>48 512 367 621</box>
